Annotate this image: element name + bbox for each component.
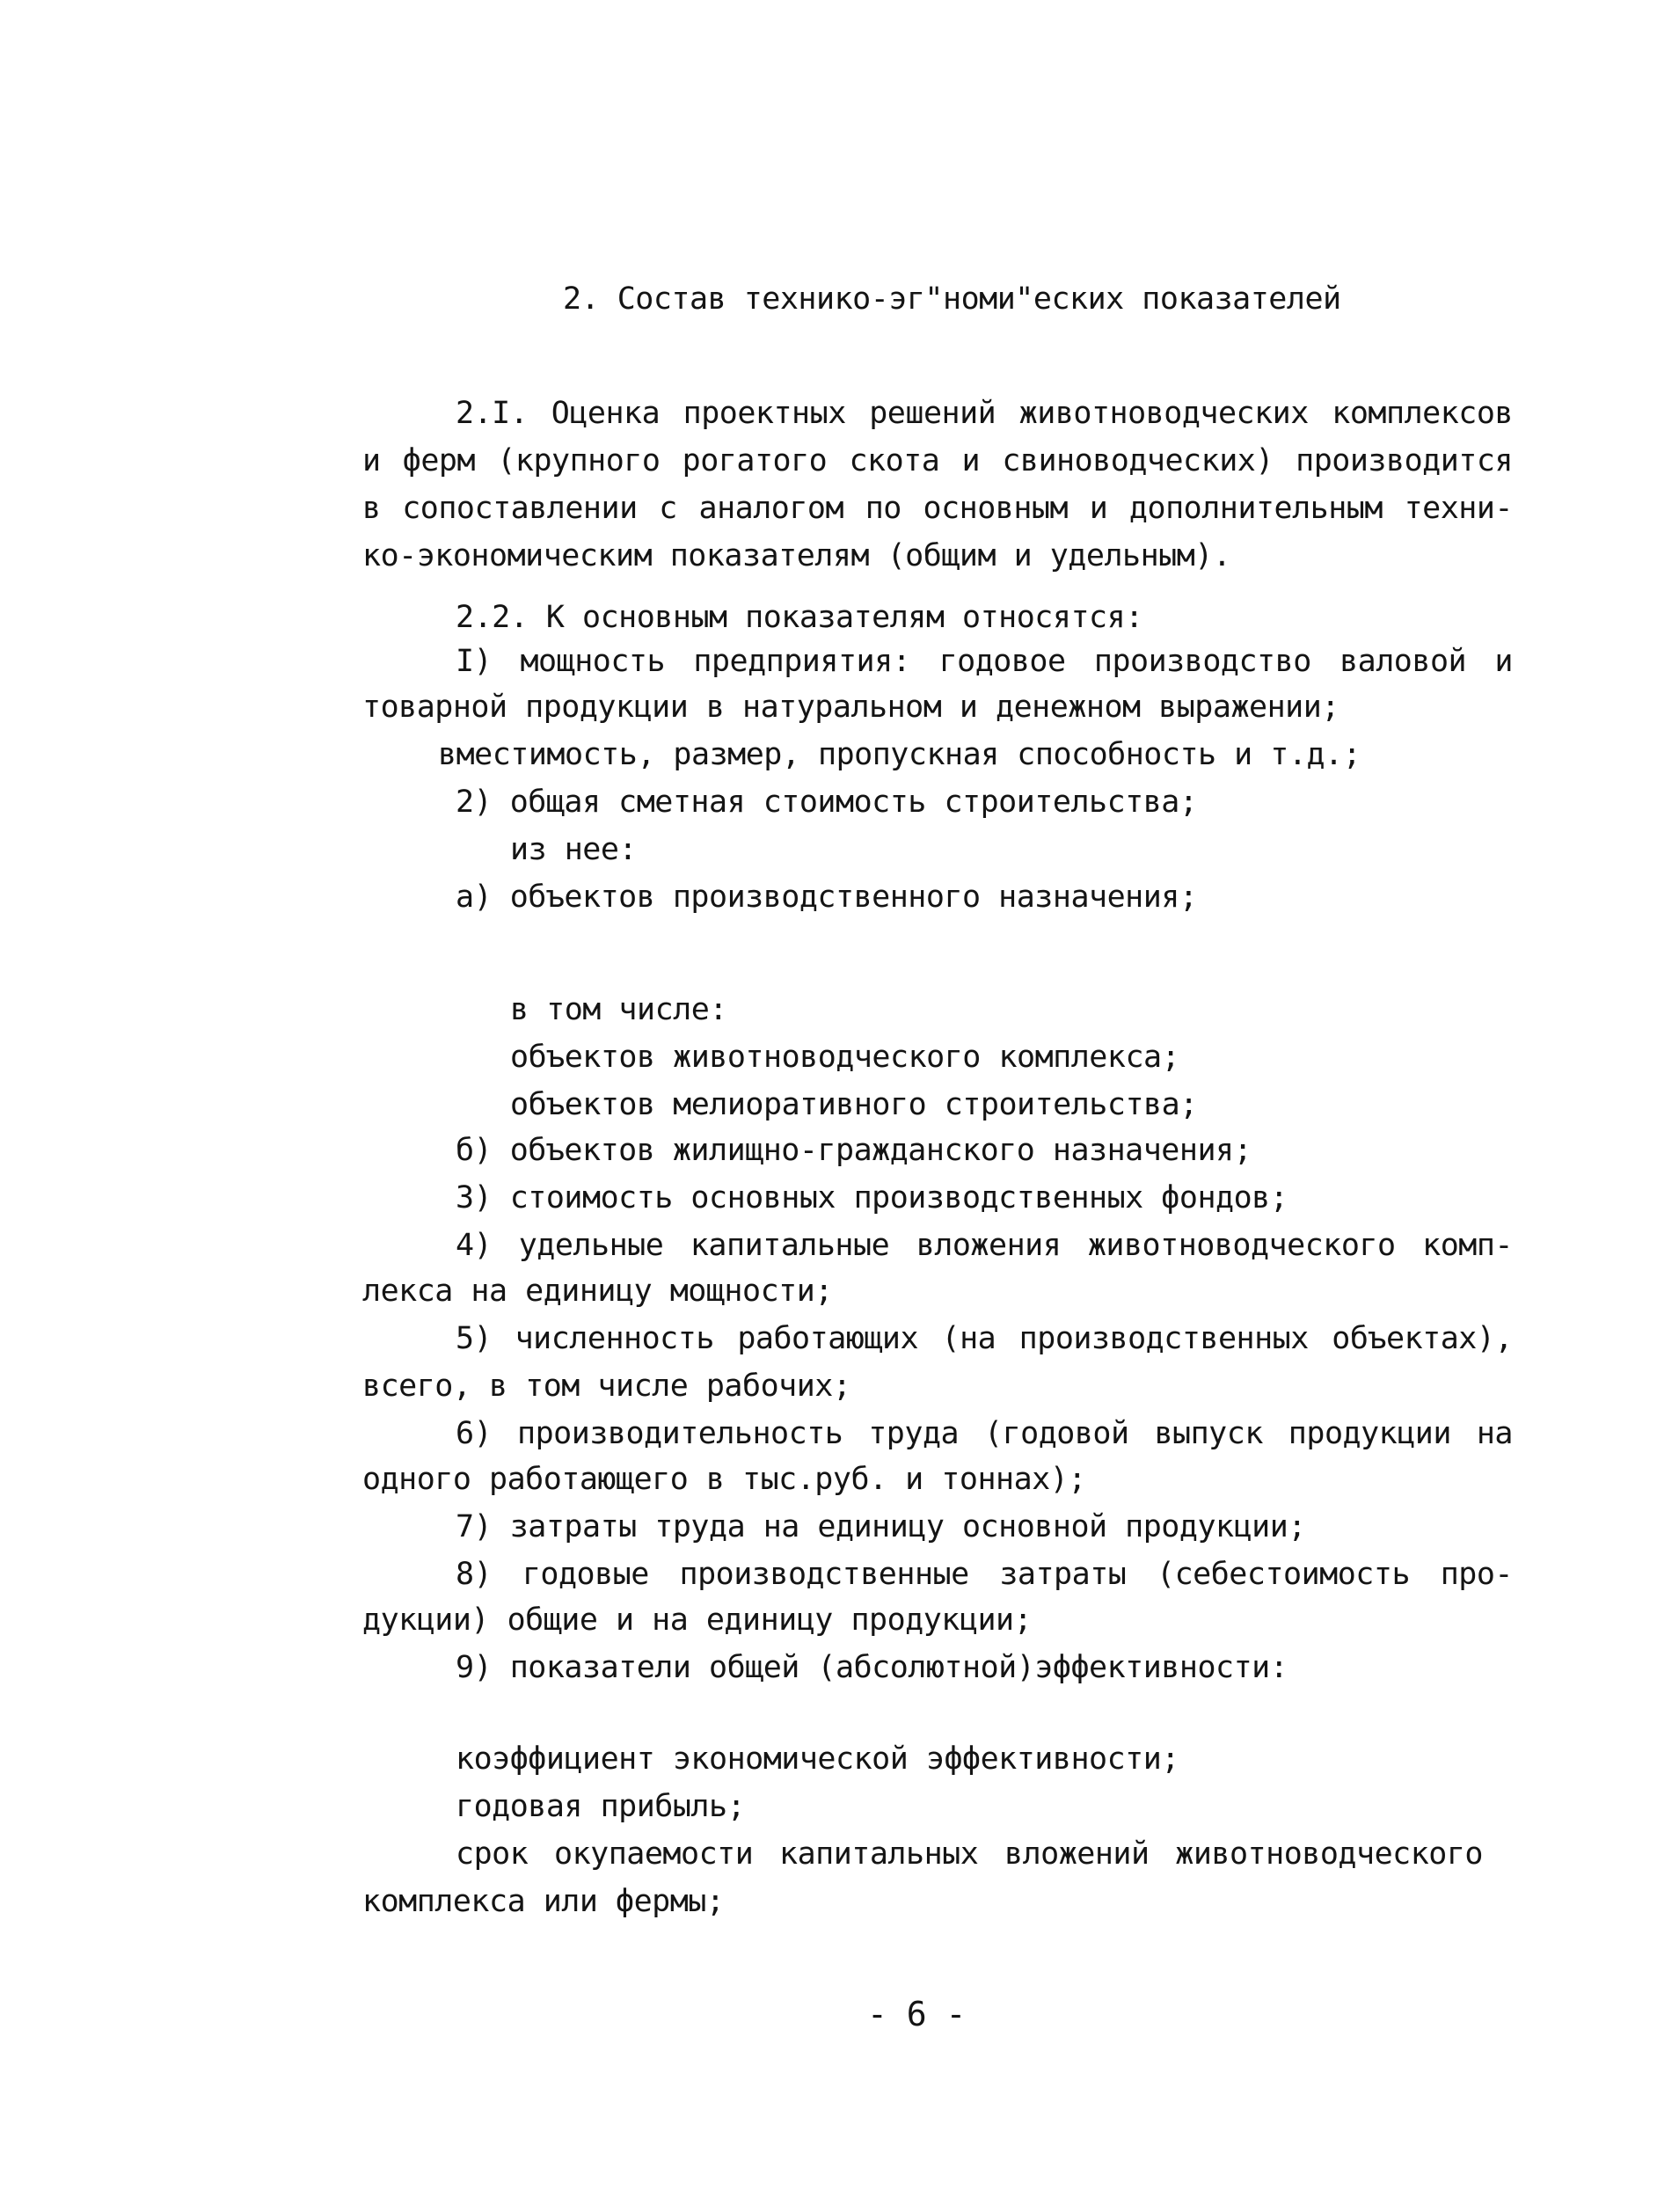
item-9: 9) показатели общей (абсолютной)эффективности: xyxy=(456,1650,1288,1685)
item-4-line-2: лекса на единицу мощности; xyxy=(362,1274,833,1309)
item-3: 3) стоимость основных производственных фондов; xyxy=(456,1180,1288,1216)
item-2-line-3: а) объектов производственного назначения; xyxy=(456,880,1198,915)
item-6-line-2: одного работающего в тыс.руб. и тоннах); xyxy=(362,1462,1086,1497)
item-4-line-1: 4) удельные капитальные вложения животноводческого комп- xyxy=(456,1228,1513,1263)
item-2-sub-line-3: объектов мелиоративного строительства; xyxy=(510,1087,1198,1122)
item-2-sub-line-1: в том числе: xyxy=(510,992,727,1027)
item-2-line-1: 2) общая сметная стоимость строительства; xyxy=(456,785,1198,820)
item-6-line-1: 6) производительность труда (годовой выпуск продукции на xyxy=(456,1416,1513,1451)
item-9-sub-line-1: коэффициент экономической эффективности; xyxy=(456,1741,1179,1777)
section-title: 2. Состав технико-эг"номи"еских показателей xyxy=(563,281,1341,317)
paragraph-2-1-line-2: и ферм (крупного рогатого скота и свиноводческих) производится xyxy=(362,443,1513,478)
item-9-sub-line-3: срок окупаемости капитальных вложений животноводческого xyxy=(456,1836,1483,1872)
item-1-line-2: товарной продукции в натуральном и денежном выражении; xyxy=(362,690,1339,725)
item-2-line-2: из нее: xyxy=(510,832,638,867)
item-8-line-1: 8) годовые производственные затраты (себестоимость про- xyxy=(456,1557,1513,1592)
paragraph-2-1-line-1: 2.I. Оценка проектных решений животноводческих комплексов xyxy=(456,396,1513,431)
item-8-line-2: дукции) общие и на единицу продукции; xyxy=(362,1602,1033,1638)
item-1-line-3: вместимость, размер, пропускная способность и т.д.; xyxy=(438,737,1361,772)
item-2-sub-line-4: б) объектов жилищно-гражданского назначения; xyxy=(456,1133,1252,1168)
paragraph-2-1-line-4: ко-экономическим показателям (общим и удельным). xyxy=(362,538,1231,573)
item-5-line-2: всего, в том числе рабочих; xyxy=(362,1369,851,1404)
item-2-sub-line-2: объектов животноводческого комплекса; xyxy=(510,1040,1180,1075)
paragraph-2-2-intro: 2.2. К основным показателям относятся: xyxy=(456,600,1143,635)
item-5-line-1: 5) численность работающих (на производственных объектах), xyxy=(456,1321,1513,1356)
item-1-line-1: I) мощность предприятия: годовое производство валовой и xyxy=(456,644,1513,679)
item-9-sub-line-2: годовая прибыль; xyxy=(456,1789,746,1824)
item-9-sub-line-4: комплекса или фермы; xyxy=(362,1884,725,1919)
page-number: - 6 - xyxy=(867,1995,966,2033)
paragraph-2-1-line-3: в сопоставлении с аналогом по основным и дополнительным техни- xyxy=(362,491,1513,526)
item-7: 7) затраты труда на единицу основной продукции; xyxy=(456,1509,1306,1544)
